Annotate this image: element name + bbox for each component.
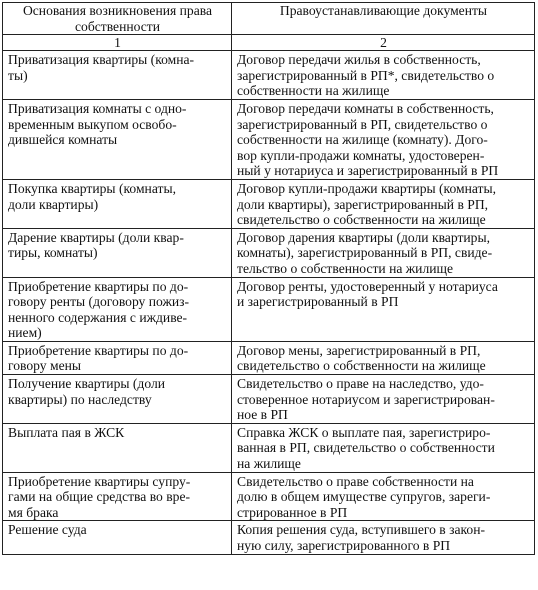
documents-line: стоверенное нотариусом и зарегистрирован-: [237, 391, 495, 407]
basis-line: Покупка квартиры (комнаты,: [8, 180, 176, 196]
documents-cell: [232, 472, 535, 521]
documents-line: свидетельство о собственности на жилище: [237, 212, 486, 228]
column-number-row: [3, 35, 535, 51]
documents-line: долю в общем имуществе супругов, зареги-: [237, 489, 491, 505]
basis-line: тиры, комнаты): [8, 245, 98, 261]
basis-cell: [3, 341, 232, 374]
documents-line: Свидетельство о праве собственности на: [237, 473, 474, 489]
documents-line: и зарегистрированный в РП: [237, 294, 399, 310]
basis-line: доли квартиры): [8, 196, 99, 212]
documents-line: собственности на жилище (комнату). Дого-: [237, 132, 488, 148]
basis-cell: [3, 521, 232, 554]
table-row: [3, 521, 535, 554]
documents-line: вор купли-продажи комнаты, удостоверен-: [237, 147, 485, 163]
basis-line: Дарение квартиры (доли квар-: [8, 229, 184, 245]
documents-line: Договор ренты, удостоверенный у нотариуса: [237, 278, 498, 294]
basis-line: ты): [8, 67, 28, 83]
documents-cell: [232, 341, 535, 374]
documents-cell: [232, 179, 535, 228]
basis-line: мя брака: [8, 504, 59, 520]
documents-line: ное в РП: [237, 407, 288, 423]
documents-line: Договор купли-продажи квартиры (комнаты,: [237, 180, 497, 196]
basis-line: временным выкупом освобо-: [8, 116, 177, 132]
basis-line: нием): [8, 325, 42, 341]
basis-cell: [3, 472, 232, 521]
basis-line: Приобретение квартиры по до-: [8, 278, 189, 294]
header-documents: [232, 3, 535, 35]
documents-line: Договор мены, зарегистрированный в РП,: [237, 342, 481, 358]
basis-line: Выплата пая в ЖСК: [8, 424, 125, 440]
documents-line: Справка ЖСК о выплате пая, зарегистриро-: [237, 424, 491, 440]
basis-cell: [3, 51, 232, 100]
documents-line: на жилище: [237, 456, 301, 472]
header-basis-line: собственности: [74, 18, 161, 34]
table-row: [3, 341, 535, 374]
documents-line: ную силу, зарегистрированного в РП: [237, 538, 451, 553]
basis-line: говору ренты (договору пожиз-: [8, 294, 190, 310]
table-row: [3, 423, 535, 472]
documents-line: Договор дарения квартиры (доли квартиры,: [237, 229, 490, 245]
documents-line: зарегистрированный в РП*, свидетельство о: [237, 67, 495, 83]
basis-line: Приватизация комнаты с одно-: [8, 100, 187, 116]
basis-cell: [3, 99, 232, 179]
documents-line: собственности на жилище: [237, 83, 390, 99]
table-row: [3, 375, 535, 424]
table-header-row: [3, 3, 535, 35]
basis-cell: [3, 375, 232, 424]
documents-line: доли квартиры), зарегистрированный в РП,: [237, 196, 489, 212]
documents-cell: [232, 521, 535, 554]
table-row: [3, 228, 535, 277]
table-row: [3, 277, 535, 341]
basis-line: Получение квартиры (доли: [8, 376, 166, 392]
column-number-1: 1: [3, 35, 232, 51]
documents-line: комнаты), зарегистрированный в РП, свиде-: [237, 245, 493, 261]
basis-line: говору мены: [8, 358, 82, 374]
basis-cell: [3, 277, 232, 341]
documents-cell: [232, 277, 535, 341]
documents-cell: [232, 375, 535, 424]
basis-line: гами на общие средства во вре-: [8, 489, 191, 505]
basis-line: Решение суда: [8, 522, 87, 538]
basis-line: дившейся комнаты: [8, 132, 118, 148]
basis-line: ненного содержания с иждиве-: [8, 309, 188, 325]
documents-line: Договор передачи комнаты в собственность,: [237, 100, 494, 116]
basis-line: Приватизация квартиры (комна-: [8, 52, 195, 68]
column-number-2: 2: [232, 35, 535, 51]
documents-cell: [232, 51, 535, 100]
documents-line: свидетельство о собственности на жилище: [237, 358, 486, 374]
documents-line: ванная в РП, свидетельство о собственности: [237, 440, 495, 456]
basis-cell: [3, 179, 232, 228]
table-row: [3, 51, 535, 100]
documents-cell: [232, 99, 535, 179]
basis-line: квартиры) по наследству: [8, 391, 152, 407]
documents-line: Свидетельство о праве на наследство, удо-: [237, 376, 484, 392]
table-row: [3, 99, 535, 179]
basis-line: Приобретение квартиры по до-: [8, 342, 189, 358]
documents-line: стрированное в РП: [237, 504, 348, 520]
header-basis-line: Основания возникновения права: [22, 3, 213, 18]
documents-line: Договор передачи жилья в собственность,: [237, 52, 481, 68]
documents-line: ный у нотариуса и зарегистрированный в РП: [237, 163, 499, 179]
table-body: [3, 51, 535, 554]
basis-line: Приобретение квартиры супру-: [8, 473, 191, 489]
documents-cell: [232, 423, 535, 472]
table-row: [3, 179, 535, 228]
header-documents-line: Правоустанавливающие документы: [279, 3, 488, 18]
documents-line: зарегистрированный в РП, свидетельство о: [237, 116, 488, 132]
ownership-documents-table: [2, 2, 535, 555]
table-row: [3, 472, 535, 521]
basis-cell: [3, 423, 232, 472]
documents-line: тельство о собственности на жилище: [237, 260, 454, 276]
header-basis: [3, 3, 232, 35]
documents-cell: [232, 228, 535, 277]
documents-line: Копия решения суда, вступившего в закон-: [237, 522, 486, 538]
basis-cell: [3, 228, 232, 277]
